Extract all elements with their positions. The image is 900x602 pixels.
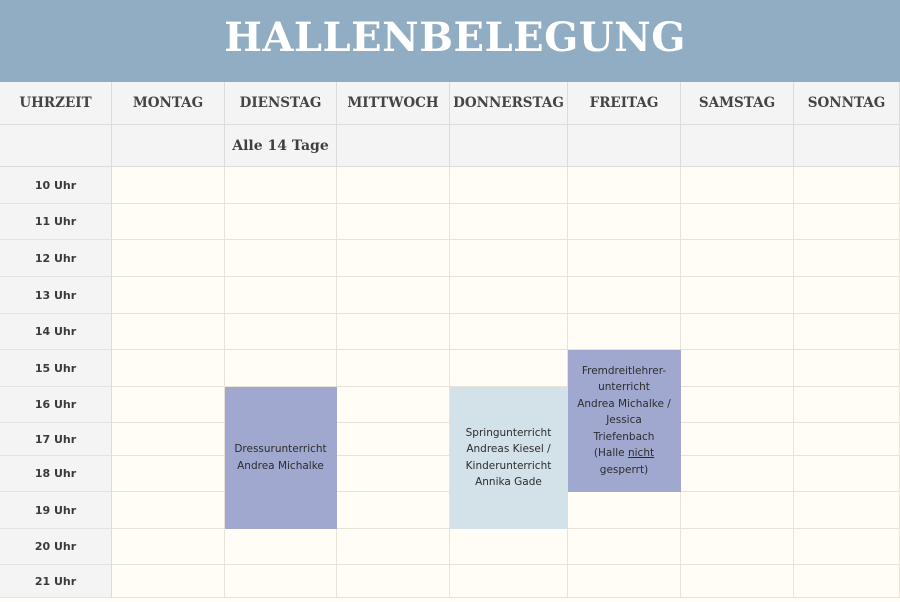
schedule-cell[interactable] xyxy=(681,456,794,492)
column-header-donnerstag: DONNERSTAG xyxy=(450,82,568,125)
time-label: 10 Uhr xyxy=(0,167,112,204)
schedule-cell[interactable] xyxy=(225,529,337,565)
schedule-cell[interactable] xyxy=(794,423,900,456)
column-header-dienstag: DIENSTAG xyxy=(225,82,337,125)
schedule-cell[interactable] xyxy=(112,240,225,277)
time-label: 14 Uhr xyxy=(0,314,112,350)
schedule-cell[interactable] xyxy=(794,350,900,387)
time-label: 13 Uhr xyxy=(0,277,112,314)
schedule-cell[interactable] xyxy=(568,167,681,204)
time-label: 19 Uhr xyxy=(0,492,112,529)
schedule-cell[interactable] xyxy=(337,456,450,492)
schedule-cell[interactable] xyxy=(681,314,794,350)
schedule-cell[interactable] xyxy=(794,387,900,423)
schedule-cell[interactable] xyxy=(337,423,450,456)
event-line: Kinderunterricht xyxy=(465,459,552,472)
event-line: Andreas Kiesel / xyxy=(466,443,551,455)
schedule-cell[interactable] xyxy=(450,167,568,204)
schedule-cell[interactable] xyxy=(794,204,900,240)
column-header-samstag: SAMSTAG xyxy=(681,82,794,125)
time-label: 12 Uhr xyxy=(0,240,112,277)
schedule-cell[interactable] xyxy=(112,314,225,350)
schedule-cell[interactable] xyxy=(794,277,900,314)
schedule-cell[interactable] xyxy=(794,565,900,598)
schedule-cell[interactable] xyxy=(568,529,681,565)
schedule-cell[interactable] xyxy=(450,565,568,598)
schedule-cell[interactable] xyxy=(681,423,794,456)
time-label: 17 Uhr xyxy=(0,423,112,456)
time-label: 15 Uhr xyxy=(0,350,112,387)
schedule-cell[interactable] xyxy=(112,492,225,529)
column-header-mittwoch: MITTWOCH xyxy=(337,82,450,125)
schedule-cell[interactable] xyxy=(112,204,225,240)
schedule-cell[interactable] xyxy=(337,204,450,240)
event-freitag-fremdreitlehrer[interactable] xyxy=(568,350,681,492)
schedule-cell[interactable] xyxy=(794,529,900,565)
schedule-cell[interactable] xyxy=(681,204,794,240)
schedule-cell[interactable] xyxy=(337,167,450,204)
event-line: Andrea Michalke / xyxy=(577,397,671,410)
schedule-cell[interactable] xyxy=(225,167,337,204)
schedule-cell[interactable] xyxy=(337,387,450,423)
schedule-cell[interactable] xyxy=(450,314,568,350)
schedule-cell[interactable] xyxy=(681,350,794,387)
subrow-cell xyxy=(794,125,900,167)
event-line: Fremdreitlehrer- xyxy=(581,364,667,377)
schedule-cell[interactable] xyxy=(112,565,225,598)
schedule-cell[interactable] xyxy=(794,314,900,350)
schedule-cell[interactable] xyxy=(112,423,225,456)
schedule-cell[interactable] xyxy=(337,277,450,314)
schedule-cell[interactable] xyxy=(568,565,681,598)
time-label: 16 Uhr xyxy=(0,387,112,423)
schedule-cell[interactable] xyxy=(225,350,337,387)
time-label: 21 Uhr xyxy=(0,565,112,598)
schedule-cell[interactable] xyxy=(681,565,794,598)
schedule-cell[interactable] xyxy=(450,277,568,314)
event-line: Triefenbach xyxy=(593,430,655,443)
schedule-cell[interactable] xyxy=(681,167,794,204)
schedule-cell[interactable] xyxy=(337,314,450,350)
schedule-cell[interactable] xyxy=(794,167,900,204)
schedule-cell[interactable] xyxy=(225,240,337,277)
schedule-grid xyxy=(0,82,900,602)
time-label: 18 Uhr xyxy=(0,456,112,492)
schedule-cell[interactable] xyxy=(337,529,450,565)
event-line: unterricht xyxy=(598,381,650,394)
event-note-underlined: nicht xyxy=(627,447,655,460)
event-note-open: (Halle xyxy=(593,447,628,460)
event-line: Springunterricht xyxy=(465,426,552,439)
schedule-cell[interactable] xyxy=(225,314,337,350)
subrow-cell xyxy=(450,125,568,167)
event-dienstag-dressurunterricht[interactable] xyxy=(225,387,337,529)
schedule-cell[interactable] xyxy=(225,204,337,240)
schedule-cell[interactable] xyxy=(681,277,794,314)
event-note-line xyxy=(577,445,671,462)
event-line: Dressurunterricht xyxy=(234,443,327,455)
schedule-cell[interactable] xyxy=(681,387,794,423)
schedule-cell[interactable] xyxy=(337,240,450,277)
schedule-cell[interactable] xyxy=(112,529,225,565)
event-line: Annika Gade xyxy=(475,476,542,488)
page-title: HALLENBELEGUNG xyxy=(224,14,686,61)
schedule-cell[interactable] xyxy=(112,277,225,314)
schedule-cell[interactable] xyxy=(112,167,225,204)
schedule-cell[interactable] xyxy=(794,456,900,492)
subrow-cell xyxy=(112,125,225,167)
time-label: 11 Uhr xyxy=(0,204,112,240)
event-line: Jessica xyxy=(606,414,642,427)
schedule-cell[interactable] xyxy=(337,350,450,387)
schedule-cell[interactable] xyxy=(568,277,681,314)
schedule-cell[interactable] xyxy=(225,565,337,598)
schedule-cell[interactable] xyxy=(112,350,225,387)
subrow-cell xyxy=(0,125,112,167)
dienstag-frequency-note: Alle 14 Tage xyxy=(225,125,337,167)
column-header-sonntag: SONNTAG xyxy=(794,82,900,125)
event-donnerstag-springunterricht[interactable] xyxy=(450,387,568,529)
schedule-cell[interactable] xyxy=(794,492,900,529)
schedule-cell[interactable] xyxy=(112,456,225,492)
schedule-cell[interactable] xyxy=(337,492,450,529)
schedule-cell[interactable] xyxy=(568,204,681,240)
schedule-cell[interactable] xyxy=(568,314,681,350)
column-header-uhrzeit: UHRZEIT xyxy=(0,82,112,125)
column-header-montag: MONTAG xyxy=(112,82,225,125)
schedule-cell[interactable] xyxy=(681,492,794,529)
schedule-cell[interactable] xyxy=(112,387,225,423)
schedule-cell[interactable] xyxy=(450,529,568,565)
schedule-cell[interactable] xyxy=(568,492,681,529)
schedule-cell[interactable] xyxy=(794,240,900,277)
schedule-cell[interactable] xyxy=(450,350,568,387)
event-line: Andrea Michalke xyxy=(237,459,324,472)
title-banner xyxy=(0,0,900,82)
subrow-cell xyxy=(681,125,794,167)
schedule-cell[interactable] xyxy=(450,204,568,240)
schedule-cell[interactable] xyxy=(337,565,450,598)
time-label: 20 Uhr xyxy=(0,529,112,565)
column-header-freitag: FREITAG xyxy=(568,82,681,125)
schedule-cell[interactable] xyxy=(568,240,681,277)
subrow-cell xyxy=(337,125,450,167)
event-line: gesperrt) xyxy=(599,463,649,476)
schedule-cell[interactable] xyxy=(225,277,337,314)
subrow-cell xyxy=(568,125,681,167)
schedule-cell[interactable] xyxy=(681,240,794,277)
schedule-cell[interactable] xyxy=(450,240,568,277)
schedule-cell[interactable] xyxy=(681,529,794,565)
